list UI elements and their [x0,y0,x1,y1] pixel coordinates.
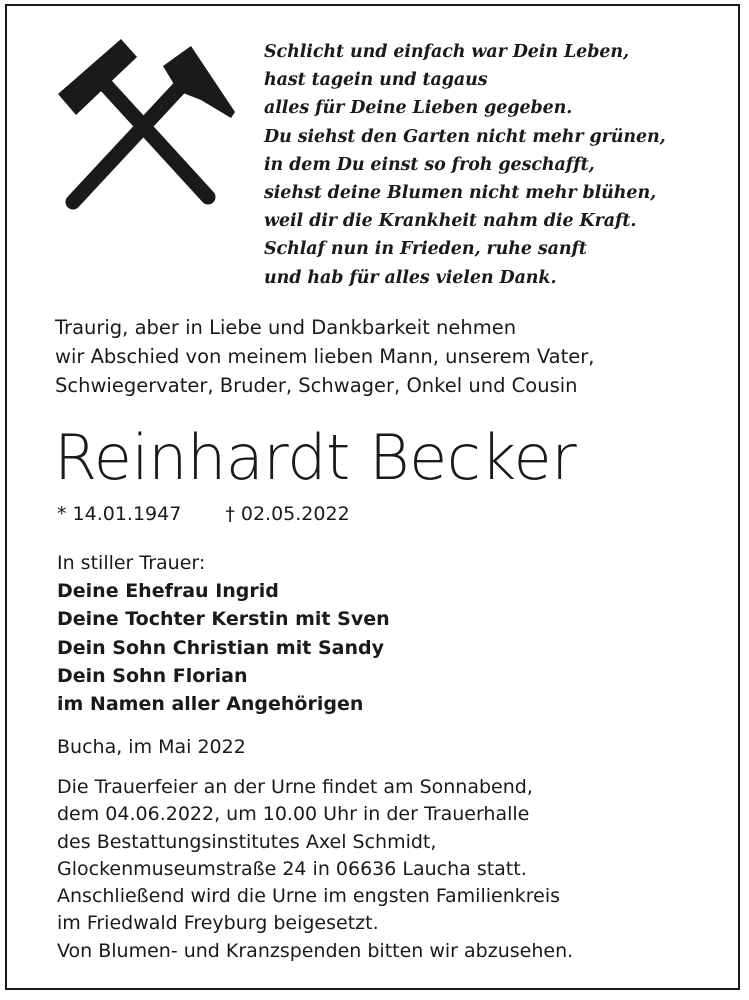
poem-line: hast tagein und tagaus [264,70,488,91]
details-line: des Bestattungsinstitutes Axel Schmidt, [57,830,437,853]
place-and-date: Bucha, im Mai 2022 [57,736,246,758]
details-line: Anschließend wird die Urne im engsten Familienkreis [57,885,560,908]
deceased-name: Reinhardt Becker [54,421,577,494]
birth-date: * 14.01.1947 [57,503,182,525]
life-dates [57,500,350,528]
mourners-list [57,577,390,718]
hammer-and-pick-icon [51,36,241,216]
poem-line: Du siehst den Garten nicht mehr grünen, [264,126,666,147]
poem-line: Schlaf nun in Frieden, ruhe sanft [264,239,587,260]
death-date: † 02.05.2022 [225,503,350,525]
intro-line: wir Abschied von meinem lieben Mann, unserem Vater, [55,345,595,368]
details-line: im Friedwald Freyburg beigesetzt. [57,912,379,935]
mourner: Deine Tochter Kerstin mit Sven [57,608,390,631]
mourners-heading: In stiller Trauer: [57,552,206,574]
mourner: im Namen aller Angehörigen [57,693,364,716]
mourner: Deine Ehefrau Ingrid [57,580,279,602]
details-line: Von Blumen- und Kranzspenden bitten wir abzusehen. [57,939,574,962]
poem-line: alles für Deine Lieben gegeben. [264,98,573,119]
funeral-details [57,774,573,965]
intro-text [55,313,594,400]
poem [264,38,666,292]
intro-line: Schwiegervater, Bruder, Schwager, Onkel und Cousin [55,374,578,397]
poem-line: siehst deine Blumen nicht mehr blühen, [264,183,657,204]
mourner: Dein Sohn Christian mit Sandy [57,636,384,659]
poem-line: in dem Du einst so froh geschafft, [264,154,595,175]
poem-line: und hab für alles vielen Dank. [264,267,557,288]
mourner: Dein Sohn Florian [57,664,248,687]
obituary-notice [5,4,740,990]
details-line: Die Trauerfeier an der Urne findet am Sonnabend, [57,776,533,798]
poem-line: weil dir die Krankheit nahm die Kraft. [264,211,637,232]
details-line: dem 04.06.2022, um 10.00 Uhr in der Trauerhalle [57,803,530,826]
poem-line: Schlicht und einfach war Dein Leben, [264,42,630,62]
intro-line: Traurig, aber in Liebe und Dankbarkeit nehmen [55,316,517,339]
details-line: Glockenmuseumstraße 24 in 06636 Laucha statt. [57,857,527,880]
